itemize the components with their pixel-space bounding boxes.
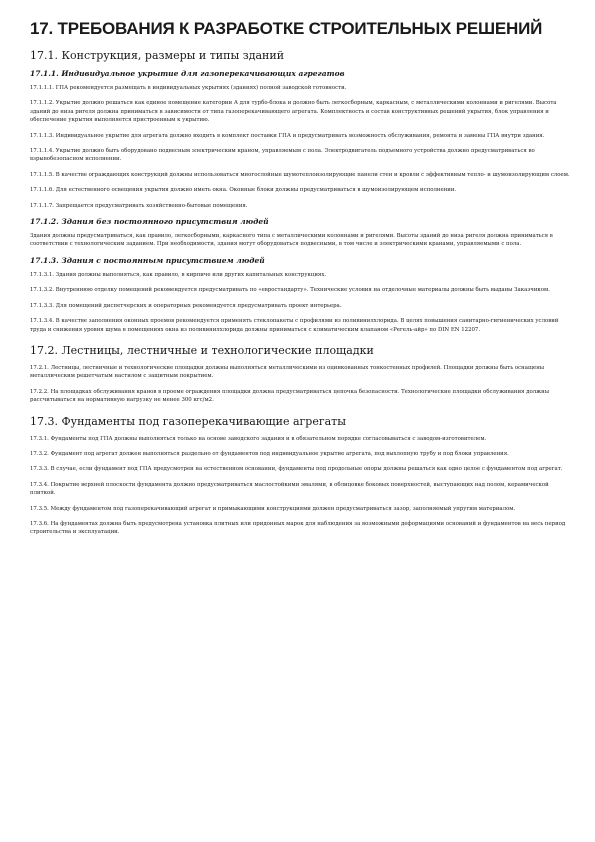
- paragraph: 17.1.1.3. Индивидуальное укрытие для агрегата должно входить в комплект поставки ГПА и предусматривать возможность обслуживания, ремонта и замены ГПА внутри здания.: [30, 132, 545, 139]
- section-heading-17-3: 17.3. Фундаменты под газоперекачивающие агрегаты: [30, 414, 347, 428]
- paragraph: 17.2.1. Лестницы, лестничные и технологические площадки должны выполняться металлическими из оцинкованных тонкостенных профилей. Площадки должны быть оснащены металлическим решетчатым настилом с защитным покрытием.: [30, 364, 545, 380]
- paragraph: 17.1.3.2. Внутреннюю отделку помещений рекомендуется предусматривать по «евростандарту». Технические условия на отделочные материалы должны быть выданы Заказчиком.: [30, 287, 550, 294]
- paragraph: 17.1.1.5. В качестве ограждающих конструкций должны использоваться многослойные шумотеплоизолирующие панели стен и кровли с эффективным тепло- и шумоизолирующим слоем.: [30, 171, 570, 178]
- paragraph: 17.3.1. Фундаменты под ГПА должны выполняться только на основе заводского задания и в обязательном порядке согласовываться с заводом-изготовителем.: [30, 435, 487, 442]
- subsection-heading-17-1-2: 17.1.2. Здания без постоянного присутствия людей: [30, 217, 269, 227]
- paragraph: 17.1.1.6. Для естественного освещения укрытия должно иметь окна. Оконные блоки должны предусматриваться в шумоизолирующем исполнении.: [30, 187, 457, 194]
- paragraph: 17.1.3.1. Здания должны выполняться, как правило, в кирпиче или других капитальных конструкциях.: [30, 271, 327, 278]
- paragraph: 17.3.5. Между фундаментом под газоперекачивающий агрегат и примыкающими конструкциями должен предусматриваться зазор, заполняемый упругим материалом.: [30, 505, 516, 512]
- subsection-heading-17-1-1: 17.1.1. Индивидуальное укрытие для газоперекачивающих агрегатов: [30, 69, 345, 78]
- subsection-heading-17-1-3: 17.1.3. Здания с постоянным присутствием людей: [30, 255, 265, 265]
- paragraph: 17.1.3.4. В качестве заполнения оконных проемов рекомендуется применять стеклопакеты с профилями из поливинилхлорида. В целях повышения санитарно-гигиенических условий труда и снижения уровня шума в помещениях окна из поливинилхлорида должны приниматься с климатическим клапаном «Регель-айр» по DIN EN 12207.: [30, 318, 559, 333]
- document-title: 17. ТРЕБОВАНИЯ К РАЗРАБОТКЕ СТРОИТЕЛЬНЫХ РЕШЕНИЙ: [30, 19, 543, 38]
- paragraph: 17.1.3.3. Для помещений диспетчерских и операторных рекомендуется предусматривать проект интерьера.: [30, 302, 342, 309]
- paragraph: 17.1.1.7. Запрещается предусматривать хозяйственно-бытовые помещения.: [30, 202, 248, 209]
- paragraph: 17.1.1.2. Укрытие должно решаться как единое помещение категории А для турбо-блока и должно быть легкосборным, каркасным, с металлическими колоннами и ригелями. Высота зданий до низа ригеля должна приниматься в зависимости от типа газоперекачивающего агрегата. Комплектность и состав конструктивных решений укрытия, блок управления и обеспечение укрытия выполняется пристроенным к укрытию.: [30, 100, 557, 124]
- paragraph: 17.1.1.4. Укрытие должно быть оборудовано подвесным электрическим краном, управляемым с пола. Электродвигатель подъемного устройства должно предусматриваться во взрывобезопасном исполнении.: [30, 148, 535, 163]
- paragraph: Здания должны предусматриваться, как правило, легкосборными, каркасного типа с металлическими колоннами и ригелями. Высоты зданий до низа ригеля должна приниматься в соответствии с технологическим заданием. При необходимости, здания могут оборудоваться подвесными, в том числе и электрическими кранами, управляемыми с пола.: [30, 233, 553, 248]
- document-page: [30, 18, 570, 544]
- paragraph: 17.3.4. Покрытие верхней плоскости фундамента должно предусматриваться маслостойкими эмалями, в облицовке боковых поверхностей, выступающих над полом, керамической плиткой.: [30, 481, 549, 497]
- section-heading-17-1: 17.1. Конструкция, размеры и типы зданий: [30, 49, 285, 62]
- paragraph: 17.3.6. На фундаментах должна быть предусмотрена установка плитных или придонных марок для наблюдения за возможными деформациями оснований и фундаментов на весь период строительства и эксплуатации.: [30, 520, 566, 536]
- paragraph: 17.1.1.1. ГПА рекомендуется размещать в индивидуальных укрытиях (зданиях) полной заводской готовности.: [30, 85, 347, 91]
- section-heading-17-2: 17.2. Лестницы, лестничные и технологические площадки: [30, 343, 374, 357]
- paragraph: 17.3.3. В случае, если фундамент под ГПА предусмотрен на естественном основании, фундаменты под продольные опоры должны решаться как одно целое с фундаментом под агрегат.: [30, 466, 563, 473]
- paragraph: 17.3.2. Фундамент под агрегат должен выполняться раздельно от фундаментов под индивидуальное укрытие агрегата, под выхлопную трубу и под блоки управления.: [30, 450, 509, 457]
- paragraph: 17.2.2. На площадках обслуживания кранов в проеме ограждения площадки должна предусматриваться цепочка безопасности. Технологические площадки обслуживания должны рассчитываться на нормативную нагрузку не менее 300 кгс/м2.: [30, 388, 549, 404]
